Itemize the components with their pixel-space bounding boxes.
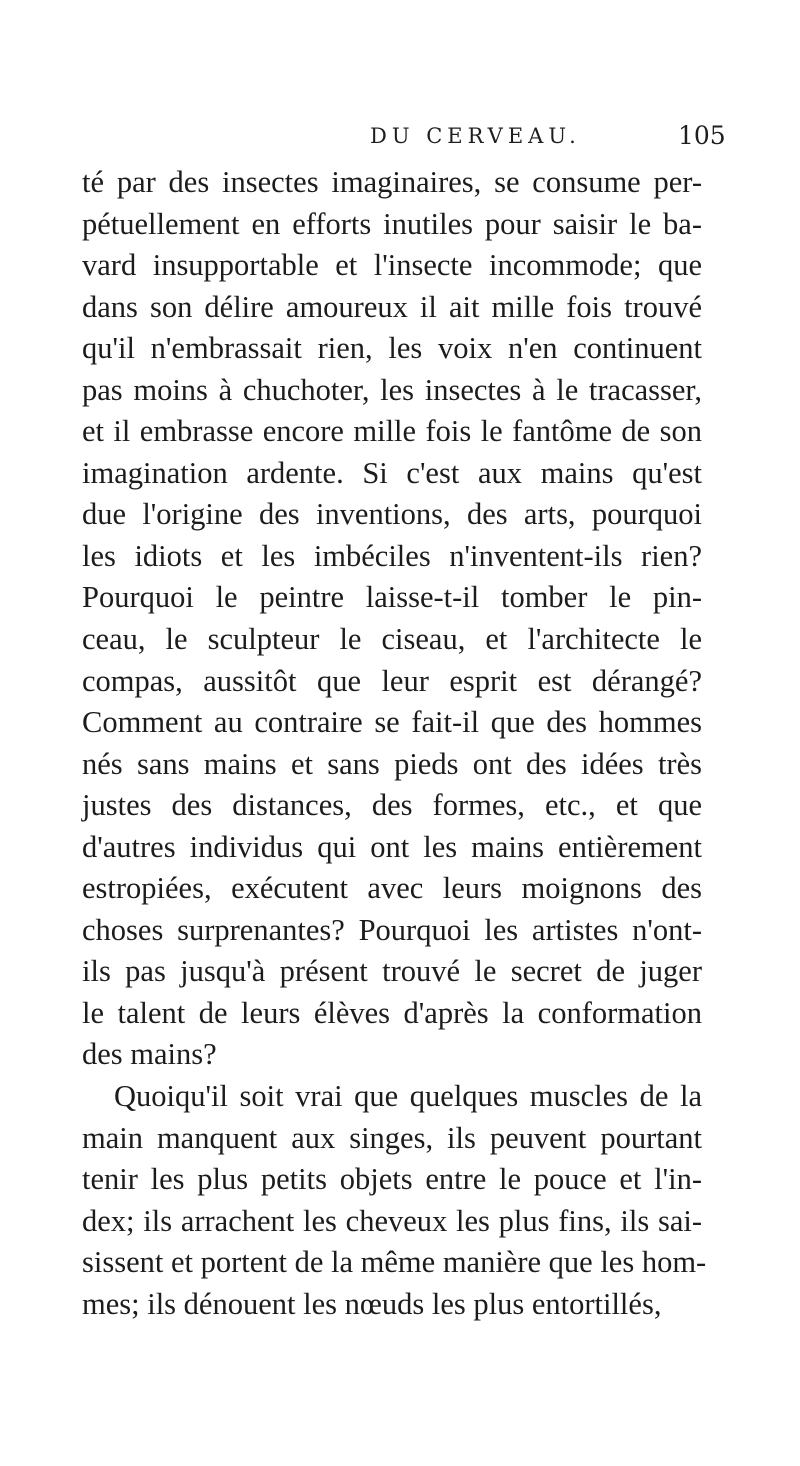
text-line: ils pas jusqu'à présent trouvé le secret de juger	[82, 954, 702, 989]
text-line: tenir les plus petits objets entre le pouce et l'in-	[82, 1162, 702, 1197]
text-line: nés sans mains et sans pieds ont des idées très	[82, 746, 702, 781]
text-line: pas moins à chuchoter, les insectes à le tracasser,	[82, 372, 702, 407]
text-line: ceau, le sculpteur le ciseau, et l'architecte le	[82, 622, 702, 657]
text-line: dans son délire amoureux il ait mille fois trouvé	[82, 289, 702, 324]
running-title: DU CERVEAU.	[370, 124, 581, 148]
text-line: té par des insectes imaginaires, se consume per-	[82, 165, 702, 199]
text-line: estropiées, exécutent avec leurs moignons des	[82, 871, 702, 906]
text-line: choses surprenantes? Pourquoi les artistes n'ont-	[82, 912, 702, 947]
text-line: Pourquoi le peintre laisse-t-il tomber le pin-	[82, 580, 702, 615]
running-head	[0, 116, 800, 156]
text-line: et il embrasse encore mille fois le fantôme de son	[82, 414, 702, 449]
text-line: compas, aussitôt que leur esprit est dérangé?	[82, 663, 702, 698]
text-line: qu'il n'embrassait rien, les voix n'en continuent	[82, 331, 702, 366]
text-line: d'autres individus qui ont les mains entièrement	[82, 829, 702, 864]
text-line: mes; ils dénouent les nœuds les plus entortillés,	[82, 1286, 662, 1321]
text-line: due l'origine des inventions, des arts, pourquoi	[82, 497, 702, 532]
text-line: le talent de leurs élèves d'après la conformation	[82, 995, 702, 1030]
text-line: main manquent aux singes, ils peuvent pourtant	[82, 1120, 702, 1155]
text-line: pétuellement en efforts inutiles pour saisir le ba-	[82, 206, 702, 241]
paragraph	[82, 162, 702, 1076]
paragraph	[82, 1076, 707, 1325]
body-text	[82, 162, 707, 1325]
text-line: vard insupportable et l'insecte incommode; que	[82, 248, 702, 283]
text-line: Quoiqu'il soit vrai que quelques muscles de la	[114, 1079, 702, 1114]
text-line: des mains?	[82, 1037, 217, 1072]
text-line: dex; ils arrachent les cheveux les plus fins, ils sai-	[82, 1203, 702, 1238]
text-line: les idiots et les imbéciles n'inventent-ils rien?	[82, 538, 702, 573]
text-line: imagination ardente. Si c'est aux mains qu'est	[82, 455, 702, 490]
text-line: justes des distances, des formes, etc., et que	[82, 788, 702, 823]
text-line: sissent et portent de la même manière que les hom-	[82, 1245, 707, 1280]
text-line: Comment au contraire se fait-il que des hommes	[82, 705, 702, 740]
page-number: 105	[678, 121, 726, 150]
